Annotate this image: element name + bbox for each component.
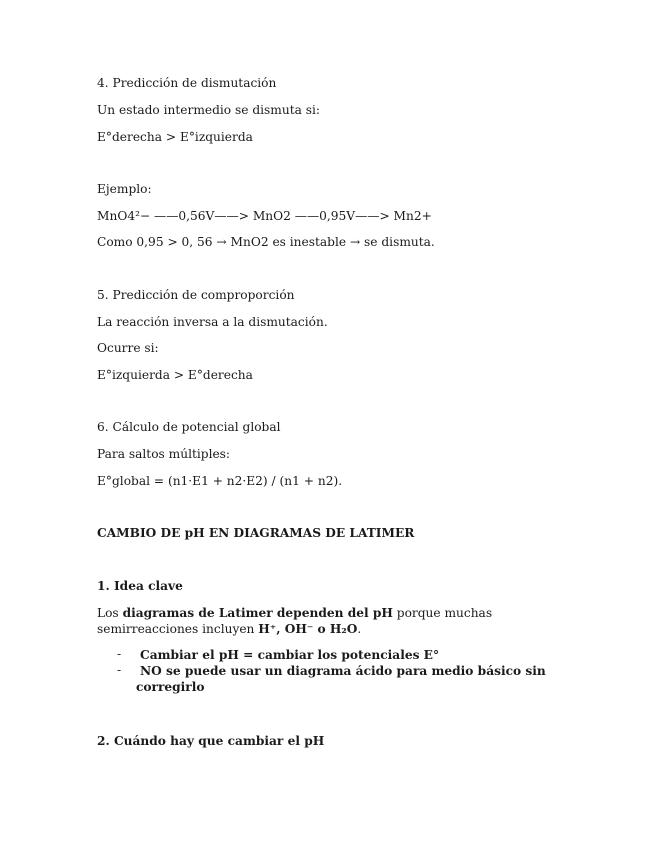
idea-text: semirreacciones incluyen (97, 622, 259, 636)
idea-paragraph-line-1 (97, 605, 492, 621)
section-4-heading: 4. Predicción de dismutación (97, 76, 277, 90)
example-label: Ejemplo: (97, 182, 152, 196)
section-5-heading: 5. Predicción de comproporción (97, 288, 295, 302)
bullet-item-2-continued: corregirlo (136, 680, 205, 694)
bullet-marker: - (117, 647, 122, 661)
example-diagram: MnO4²− ——0,56V——> MnO2 ——0,95V——> Mn2+ (97, 209, 432, 223)
section-6-heading: 6. Cálculo de potencial global (97, 420, 281, 434)
section-6-text: Para saltos múltiples: (97, 447, 231, 461)
section-4-text: Un estado intermedio se dismuta si: (97, 103, 320, 117)
idea-paragraph-line-2 (97, 621, 361, 637)
section-5-condition: E°izquierda > E°derecha (97, 368, 253, 382)
idea-emphasis: H⁺, OH⁻ o H₂O (258, 622, 358, 636)
bullet-marker: - (117, 663, 122, 677)
idea-text: porque muchas (392, 606, 493, 620)
section-4-condition: E°derecha > E°izquierda (97, 130, 253, 144)
main-title: CAMBIO DE pH EN DIAGRAMAS DE LATIMER (97, 526, 415, 540)
section-6-formula: E°global = (n1·E1 + n2·E2) / (n1 + n2). (97, 474, 343, 488)
section-5-text: La reacción inversa a la dismutación. (97, 315, 328, 329)
idea-text: . (357, 622, 362, 636)
section-5-text-2: Ocurre si: (97, 341, 159, 355)
example-conclusion: Como 0,95 > 0, 56 → MnO2 es inestable → se dismuta. (97, 235, 435, 249)
bullet-item-1: Cambiar el pH = cambiar los potenciales E° (140, 648, 440, 662)
idea-emphasis: diagramas de Latimer dependen del pH (122, 606, 393, 620)
idea-heading: 1. Idea clave (97, 579, 183, 593)
section-2-heading: 2. Cuándo hay que cambiar el pH (97, 734, 325, 748)
idea-text: Los (97, 606, 123, 620)
bullet-item-2: NO se puede usar un diagrama ácido para medio básico sin (140, 664, 546, 678)
